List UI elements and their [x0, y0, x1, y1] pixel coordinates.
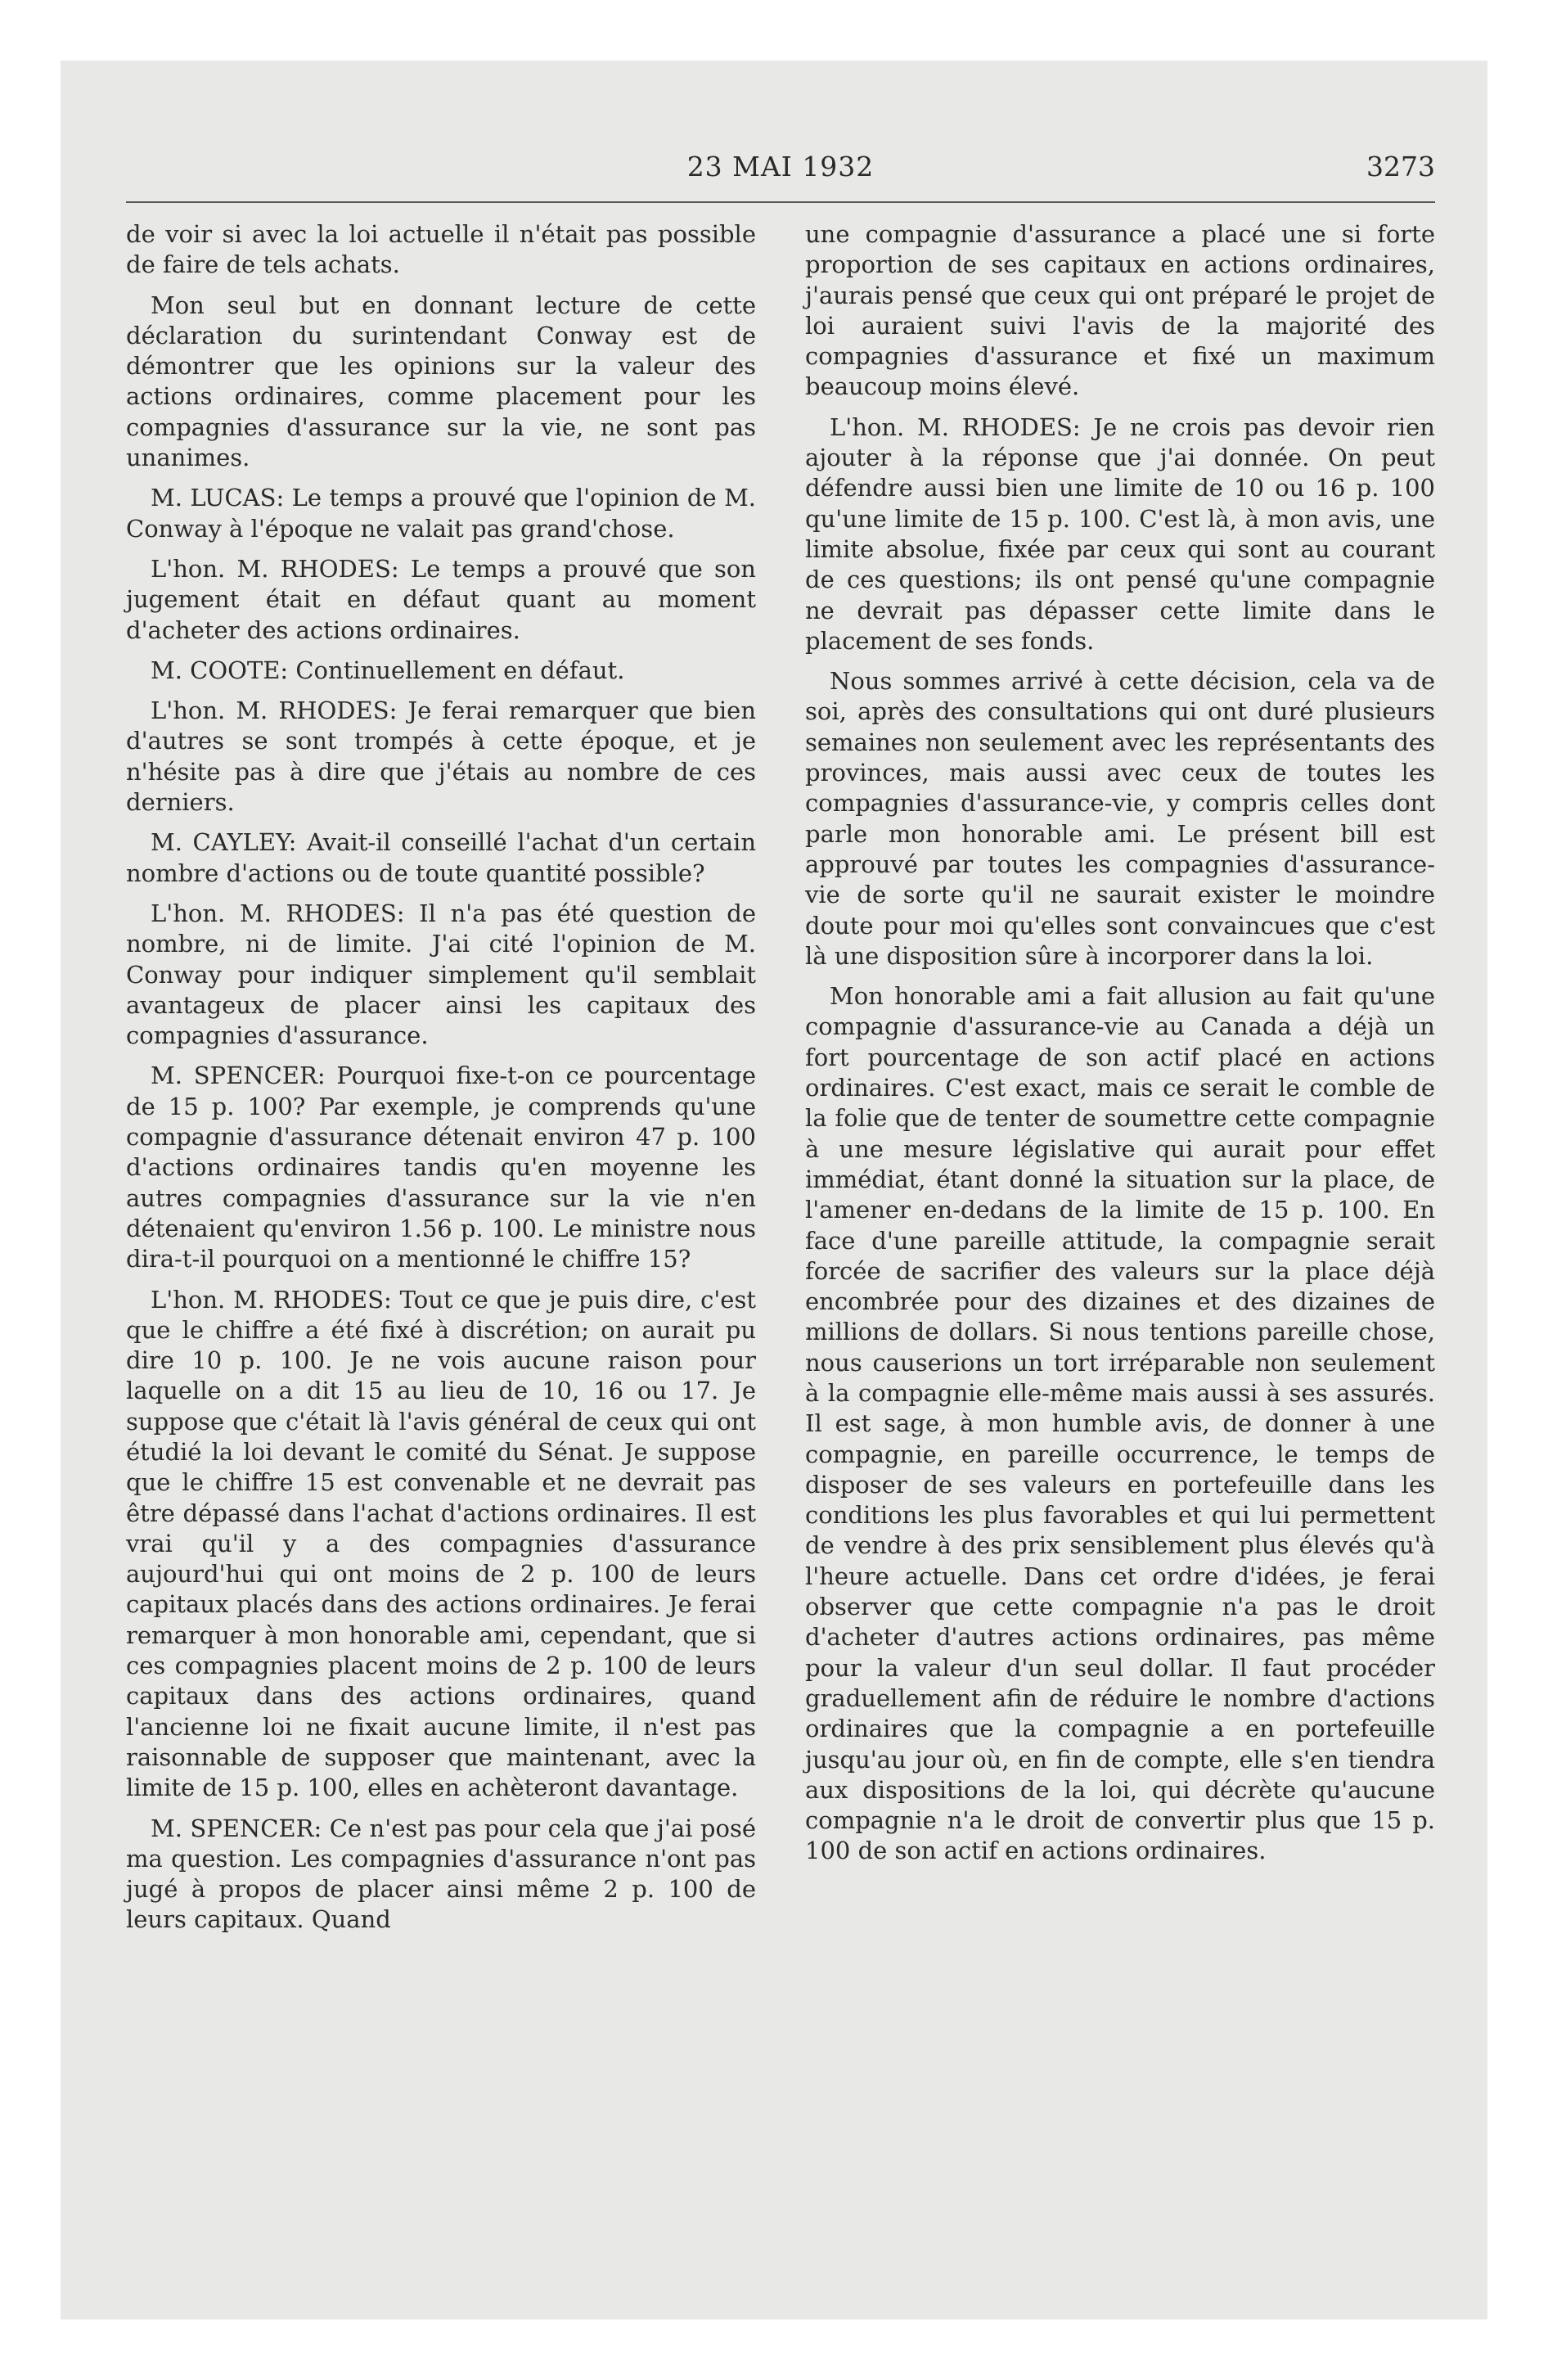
- paragraph: L'hon. M. RHODES: Tout ce que je puis dire, c'est que le chiffre a été fixé à discrétion; on aurait pu dire 10 p. 100. Je ne vois aucune raison pour laquelle on a dit 15 au lieu de 10, 16 ou 17. Je suppose que c'était là l'avis général de ceux qui ont étudié la loi devant le comité du Sénat. Je suppose que le chiffre 15 est convenable et ne devrait pas être dépassé dans l'achat d'actions ordinaires. Il est vrai qu'il y a des compagnies d'assurance aujourd'hui qui ont moins de 2 p. 100 de leurs capitaux placés dans des actions ordinaires. Je ferai remarquer à mon honorable ami, cependant, que si ces compagnies placent moins de 2 p. 100 de leurs capitaux dans des actions ordinaires, quand l'ancienne loi ne fixait aucune limite, il n'est pas raisonnable de supposer que maintenant, avec la limite de 15 p. 100, elles en achèteront davantage.: [126, 1285, 756, 1802]
- page-number: 3273: [1366, 151, 1435, 183]
- paragraph: M. SPENCER: Pourquoi fixe-t-on ce pourcentage de 15 p. 100? Par exemple, je comprends qu'une compagnie d'assurance détenait environ 47 p. 100 d'actions ordinaires tandis qu'en moyenne les autres compagnies d'assurance sur la vie n'en détenaient qu'environ 1.56 p. 100. Le ministre nous dira-t-il pourquoi on a mentionné le chiffre 15?: [126, 1062, 756, 1273]
- paragraph: Mon seul but en donnant lecture de cette déclaration du surintendant Conway est de démontrer que les opinions sur la valeur des actions ordinaires, comme placement pour les compagnies d'assurance sur la vie, ne sont pas unanimes.: [126, 291, 756, 472]
- paragraph: une compagnie d'assurance a placé une si forte proportion de ses capitaux en actions ordinaires, j'aurais pensé que ceux qui ont préparé le projet de loi auraient suivi l'avis de la majorité des compagnies d'assurance et fixé un maximum beaucoup moins élevé.: [805, 220, 1435, 401]
- document-page: [61, 61, 1487, 2319]
- paragraph: L'hon. M. RHODES: Je ferai remarquer que bien d'autres se sont trompés à cette époque, et je n'hésite pas à dire que j'étais au nombre de ces derniers.: [126, 696, 756, 817]
- paragraph: M. LUCAS: Le temps a prouvé que l'opinion de M. Conway à l'époque ne valait pas grand'chose.: [126, 484, 756, 543]
- paragraph: M. CAYLEY: Avait-il conseillé l'achat d'un certain nombre d'actions ou de toute quantité possible?: [126, 828, 756, 887]
- page-header: [126, 151, 1435, 196]
- paragraph: L'hon. M. RHODES: Il n'a pas été question de nombre, ni de limite. J'ai cité l'opinion de M. Conway pour indiquer simplement qu'il semblait avantageux de placer ainsi les capitaux des compagnies d'assurance.: [126, 899, 756, 1050]
- paragraph: Nous sommes arrivé à cette décision, cela va de soi, après des consultations qui ont duré plusieurs semaines non seulement avec les représentants des provinces, mais aussi avec ceux de toutes les compagnies d'assurance-vie, y compris celles dont parle mon honorable ami. Le présent bill est approuvé par toutes les compagnies d'assurance-vie de sorte qu'il ne saurait exister le moindre doute pour moi qu'elles sont convaincues que c'est là une disposition sûre à incorporer dans la loi.: [805, 667, 1435, 970]
- paragraph: de voir si avec la loi actuelle il n'était pas possible de faire de tels achats.: [126, 220, 756, 279]
- paragraph: M. COOTE: Continuellement en défaut.: [151, 656, 625, 684]
- paragraph: Mon honorable ami a fait allusion au fait qu'une compagnie d'assurance-vie au Canada a déjà un fort pourcentage de son actif placé en actions ordinaires. C'est exact, mais ce serait le comble de la folie que de tenter de soumettre cette compagnie à une mesure législative qui aurait pour effet immédiat, étant donné la situation sur la place, de l'amener en-dedans de la limite de 15 p. 100. En face d'une pareille attitude, la compagnie serait forcée de sacrifier des valeurs sur la place déjà encombrée pour des dizaines et des dizaines de millions de dollars. Si nous tentions pareille chose, nous causerions un tort irréparable non seulement à la compagnie elle-même mais aussi à ses assurés. Il est sage, à mon humble avis, de donner à une compagnie, en pareille occurrence, le temps de disposer de ses valeurs en portefeuille dans les conditions les plus favorables et qui lui permettent de vendre à des prix sensiblement plus élevés qu'à l'heure actuelle. Dans cet ordre d'idées, je ferai observer que cette compagnie n'a pas le droit d'acheter d'autres actions ordinaires, pas même pour la valeur d'un seul dollar. Il faut procéder graduellement afin de réduire le nombre d'actions ordinaires que la compagnie a en portefeuille jusqu'au jour où, en fin de compte, elle s'en tiendra aux dispositions de la loi, qui décrète qu'aucune compagnie n'a le droit de convertir plus que 15 p. 100 de son actif en actions ordinaires.: [805, 982, 1435, 1865]
- right-column: [805, 219, 1435, 1877]
- page-date: 23 MAI 1932: [686, 151, 875, 183]
- paragraph: L'hon. M. RHODES: Je ne crois pas devoir rien ajouter à la réponse que j'ai donnée. On peut défendre aussi bien une limite de 10 ou 16 p. 100 qu'une limite de 15 p. 100. C'est là, à mon avis, une limite absolue, fixée par ceux qui sont au courant de ces questions; ils ont pensé qu'une compagnie ne devrait pas dépasser cette limite dans le placement de ses fonds.: [805, 412, 1435, 655]
- left-column: [126, 219, 756, 1945]
- paragraph: L'hon. M. RHODES: Le temps a prouvé que son jugement était en défaut quant au moment d'acheter des actions ordinaires.: [126, 554, 756, 644]
- header-rule: [126, 201, 1435, 203]
- paragraph: M. SPENCER: Ce n'est pas pour cela que j'ai posé ma question. Les compagnies d'assurance n'ont pas jugé à propos de placer ainsi même 2 p. 100 de leurs capitaux. Quand: [126, 1814, 756, 1934]
